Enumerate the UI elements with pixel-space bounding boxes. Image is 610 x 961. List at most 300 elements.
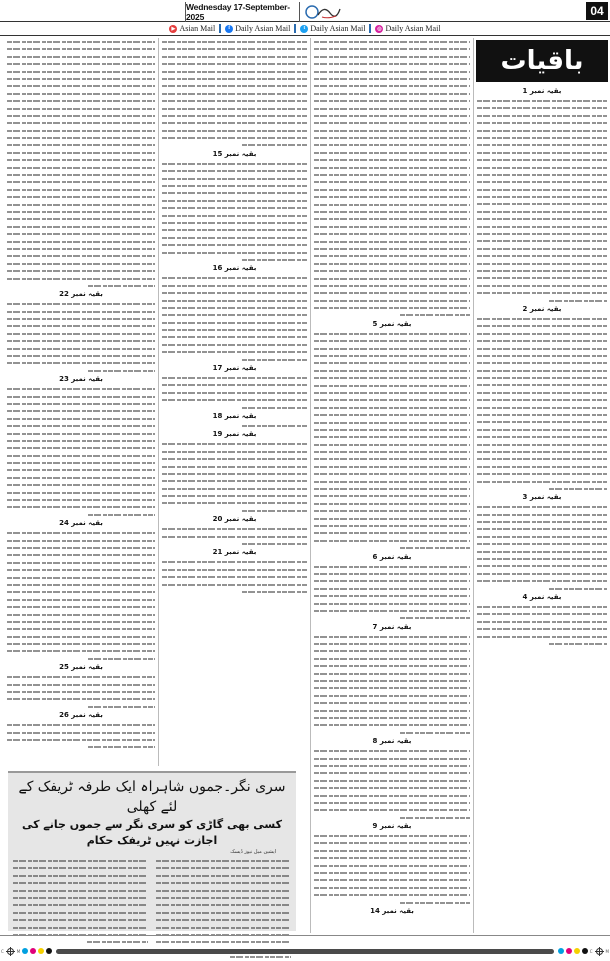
text-line bbox=[314, 345, 470, 352]
page-number: 04 bbox=[586, 2, 608, 20]
text-line bbox=[314, 585, 470, 592]
continuation-heading: بقیہ نمبر 2 bbox=[522, 304, 562, 313]
text-line bbox=[156, 938, 291, 945]
text-line bbox=[162, 282, 307, 289]
text-line bbox=[477, 367, 607, 374]
text-line bbox=[7, 655, 155, 662]
text-line bbox=[314, 252, 470, 259]
text-line bbox=[314, 463, 470, 470]
article-text bbox=[161, 38, 308, 149]
text-line bbox=[7, 551, 155, 558]
text-line bbox=[7, 703, 155, 710]
text-line bbox=[314, 330, 470, 337]
masthead bbox=[0, 0, 610, 22]
text-line bbox=[162, 455, 307, 462]
text-line bbox=[314, 515, 470, 522]
text-line bbox=[314, 215, 470, 222]
text-line bbox=[477, 441, 607, 448]
article-text bbox=[313, 563, 471, 622]
text-line bbox=[7, 315, 155, 322]
text-line bbox=[314, 267, 470, 274]
text-line bbox=[314, 876, 470, 883]
text-line bbox=[477, 267, 607, 274]
cmyk-label: M bbox=[16, 948, 21, 954]
text-line bbox=[314, 806, 470, 813]
text-line bbox=[162, 396, 307, 403]
article-text bbox=[6, 721, 156, 751]
text-line bbox=[477, 548, 607, 555]
text-line bbox=[314, 127, 470, 134]
text-line bbox=[314, 884, 470, 891]
text-line bbox=[314, 337, 470, 344]
text-line bbox=[477, 282, 607, 289]
text-line bbox=[162, 492, 307, 499]
text-line bbox=[314, 112, 470, 119]
text-line bbox=[7, 68, 155, 75]
text-line bbox=[7, 308, 155, 315]
article-text bbox=[476, 97, 608, 304]
text-line bbox=[156, 894, 291, 901]
text-line bbox=[162, 182, 307, 189]
black-swatch bbox=[582, 948, 588, 954]
continuation-heading: بقیہ نمبر 22 bbox=[59, 290, 103, 299]
text-line bbox=[314, 792, 470, 799]
continuation-heading: بقیہ نمبر 16 bbox=[212, 264, 257, 273]
continuation-heading: بقیہ نمبر 1 bbox=[522, 87, 562, 95]
divider bbox=[294, 24, 296, 33]
text-line bbox=[314, 419, 470, 426]
text-line bbox=[477, 396, 607, 403]
text-line bbox=[7, 267, 155, 274]
text-line bbox=[7, 481, 155, 488]
text-line bbox=[7, 119, 155, 126]
text-line bbox=[13, 872, 148, 879]
text-line bbox=[477, 223, 607, 230]
text-line bbox=[7, 452, 155, 459]
article-text bbox=[161, 558, 308, 595]
text-line bbox=[7, 743, 155, 750]
text-line bbox=[314, 563, 470, 570]
text-line bbox=[7, 282, 155, 289]
text-line bbox=[7, 511, 155, 518]
text-line bbox=[314, 105, 470, 112]
text-line bbox=[7, 38, 155, 45]
text-line bbox=[13, 879, 148, 886]
text-line bbox=[7, 53, 155, 60]
text-line bbox=[477, 289, 607, 296]
text-line bbox=[7, 337, 155, 344]
text-line bbox=[162, 204, 307, 211]
section-title: باقیات bbox=[476, 40, 608, 82]
text-line bbox=[162, 341, 307, 348]
continuation-heading: بقیہ نمبر 20 bbox=[212, 515, 257, 524]
text-line bbox=[314, 282, 470, 289]
text-line bbox=[477, 330, 607, 337]
text-line bbox=[477, 418, 607, 425]
text-line bbox=[477, 485, 607, 492]
article-text bbox=[313, 832, 471, 906]
text-line bbox=[314, 411, 470, 418]
text-line bbox=[314, 448, 470, 455]
social-facebook[interactable] bbox=[225, 24, 290, 33]
text-line bbox=[477, 463, 607, 470]
text-line bbox=[7, 178, 155, 185]
text-line bbox=[7, 171, 155, 178]
text-line bbox=[7, 566, 155, 573]
social-instagram[interactable] bbox=[375, 24, 440, 33]
text-line bbox=[162, 60, 307, 67]
text-line bbox=[314, 208, 470, 215]
text-line bbox=[314, 186, 470, 193]
text-line bbox=[13, 857, 148, 864]
text-line bbox=[162, 68, 307, 75]
text-line bbox=[314, 784, 470, 791]
text-line bbox=[162, 112, 307, 119]
text-line bbox=[162, 90, 307, 97]
continuation-heading: بقیہ نمبر 7 bbox=[372, 622, 412, 631]
text-line bbox=[162, 485, 307, 492]
cmyk-label: C bbox=[589, 948, 593, 954]
article-text bbox=[161, 374, 308, 411]
text-line bbox=[7, 164, 155, 171]
text-line bbox=[162, 212, 307, 219]
text-line bbox=[314, 755, 470, 762]
text-line bbox=[7, 82, 155, 89]
text-line bbox=[156, 924, 291, 931]
social-youtube[interactable] bbox=[169, 24, 215, 33]
yellow-swatch bbox=[574, 948, 580, 954]
text-line bbox=[314, 684, 470, 691]
text-line bbox=[7, 721, 155, 728]
text-line bbox=[7, 474, 155, 481]
text-line bbox=[314, 149, 470, 156]
text-line bbox=[477, 585, 607, 592]
article-text bbox=[313, 633, 471, 736]
text-line bbox=[7, 193, 155, 200]
issue-date: Wednesday 17-September-2025 bbox=[186, 2, 290, 22]
text-line bbox=[477, 570, 607, 577]
text-line bbox=[7, 252, 155, 259]
text-line bbox=[314, 53, 470, 60]
continuation-heading: بقیہ نمبر 5 bbox=[372, 319, 412, 328]
text-line bbox=[314, 847, 470, 854]
continuation-heading: بقیہ نمبر 19 bbox=[212, 430, 257, 439]
text-line bbox=[7, 640, 155, 647]
text-line bbox=[314, 90, 470, 97]
text-line bbox=[477, 149, 607, 156]
text-line bbox=[314, 441, 470, 448]
text-line bbox=[162, 422, 307, 429]
text-line bbox=[314, 655, 470, 662]
text-line bbox=[477, 455, 607, 462]
continuation-heading: بقیہ نمبر 15 bbox=[212, 149, 257, 158]
text-line bbox=[314, 389, 470, 396]
text-line bbox=[314, 507, 470, 514]
text-line bbox=[477, 112, 607, 119]
text-line bbox=[314, 714, 470, 721]
story-text bbox=[12, 857, 149, 960]
column-divider bbox=[473, 38, 474, 933]
instagram-icon: ◎ bbox=[377, 26, 382, 32]
text-line bbox=[7, 415, 155, 422]
text-line bbox=[7, 186, 155, 193]
continuation-heading: بقیہ نمبر 21 bbox=[212, 548, 257, 557]
text-line bbox=[162, 75, 307, 82]
text-line bbox=[13, 901, 148, 908]
text-line bbox=[477, 640, 607, 647]
text-line bbox=[162, 404, 307, 411]
text-line bbox=[162, 470, 307, 477]
continuation-heading: بقیہ نمبر 14 bbox=[370, 906, 414, 915]
text-line bbox=[314, 721, 470, 728]
text-line bbox=[477, 603, 607, 610]
text-line bbox=[156, 864, 291, 871]
text-line bbox=[477, 610, 607, 617]
text-line bbox=[314, 289, 470, 296]
text-line bbox=[314, 275, 470, 282]
text-line bbox=[7, 430, 155, 437]
text-line bbox=[314, 839, 470, 846]
continuation-heading: بقیہ نمبر 17 bbox=[212, 364, 257, 373]
text-line bbox=[7, 245, 155, 252]
text-line bbox=[162, 326, 307, 333]
text-line bbox=[314, 869, 470, 876]
text-line bbox=[162, 127, 307, 134]
text-line bbox=[477, 156, 607, 163]
text-line bbox=[7, 260, 155, 267]
text-line bbox=[477, 186, 607, 193]
text-line bbox=[314, 891, 470, 898]
text-line bbox=[314, 577, 470, 584]
text-line bbox=[162, 175, 307, 182]
social-twitter[interactable] bbox=[300, 24, 365, 33]
text-line bbox=[314, 729, 470, 736]
text-line bbox=[314, 45, 470, 52]
text-line bbox=[477, 411, 607, 418]
text-line bbox=[162, 304, 307, 311]
text-line bbox=[162, 249, 307, 256]
text-line bbox=[314, 670, 470, 677]
text-line bbox=[156, 872, 291, 879]
text-line bbox=[314, 600, 470, 607]
text-line bbox=[162, 45, 307, 52]
text-line bbox=[314, 614, 470, 621]
text-line bbox=[156, 901, 291, 908]
text-line bbox=[314, 382, 470, 389]
registration-mark-icon bbox=[596, 948, 603, 955]
text-line bbox=[477, 374, 607, 381]
text-line bbox=[162, 319, 307, 326]
text-line bbox=[314, 230, 470, 237]
text-line bbox=[156, 909, 291, 916]
text-line bbox=[314, 747, 470, 754]
text-line bbox=[314, 359, 470, 366]
text-line bbox=[162, 289, 307, 296]
text-line bbox=[314, 692, 470, 699]
text-line bbox=[314, 862, 470, 869]
text-line bbox=[314, 529, 470, 536]
article-text bbox=[161, 422, 308, 429]
text-line bbox=[162, 105, 307, 112]
text-line bbox=[7, 444, 155, 451]
text-line bbox=[477, 577, 607, 584]
continuation-heading: بقیہ نمبر 18 bbox=[212, 411, 257, 420]
text-line bbox=[7, 156, 155, 163]
text-line bbox=[314, 193, 470, 200]
text-line bbox=[477, 97, 607, 104]
article-text bbox=[313, 747, 471, 821]
article-text bbox=[476, 503, 608, 592]
text-line bbox=[7, 581, 155, 588]
text-line bbox=[314, 592, 470, 599]
text-line bbox=[477, 322, 607, 329]
text-line bbox=[477, 315, 607, 322]
text-line bbox=[7, 647, 155, 654]
text-line bbox=[314, 478, 470, 485]
text-line bbox=[314, 522, 470, 529]
text-line bbox=[477, 625, 607, 632]
text-line bbox=[477, 297, 607, 304]
text-line bbox=[7, 729, 155, 736]
article-text bbox=[313, 330, 471, 552]
article-text bbox=[476, 603, 608, 647]
divider bbox=[219, 24, 221, 33]
text-line bbox=[162, 119, 307, 126]
print-color-bar bbox=[0, 946, 610, 956]
text-line bbox=[314, 832, 470, 839]
text-line bbox=[162, 241, 307, 248]
text-line bbox=[7, 603, 155, 610]
text-line bbox=[7, 330, 155, 337]
article-text bbox=[6, 38, 156, 289]
text-line bbox=[477, 511, 607, 518]
text-line bbox=[162, 588, 307, 595]
text-line bbox=[7, 134, 155, 141]
text-line bbox=[477, 274, 607, 281]
text-line bbox=[156, 857, 291, 864]
text-line bbox=[13, 916, 148, 923]
text-line bbox=[314, 485, 470, 492]
text-line bbox=[314, 433, 470, 440]
social-label: Daily Asian Mail bbox=[385, 24, 441, 33]
text-line bbox=[477, 237, 607, 244]
text-line bbox=[314, 404, 470, 411]
text-line bbox=[314, 134, 470, 141]
text-line bbox=[162, 219, 307, 226]
text-line bbox=[13, 864, 148, 871]
text-line bbox=[7, 489, 155, 496]
text-line bbox=[7, 529, 155, 536]
text-line bbox=[477, 533, 607, 540]
text-line bbox=[477, 478, 607, 485]
text-line bbox=[477, 389, 607, 396]
continuation-heading: بقیہ نمبر 26 bbox=[59, 711, 103, 720]
text-line bbox=[314, 119, 470, 126]
text-line bbox=[314, 164, 470, 171]
text-line bbox=[162, 97, 307, 104]
text-line bbox=[314, 178, 470, 185]
social-label: Daily Asian Mail bbox=[235, 24, 291, 33]
divider bbox=[369, 24, 371, 33]
column-divider bbox=[158, 38, 159, 766]
social-bar bbox=[0, 22, 610, 36]
text-line bbox=[7, 574, 155, 581]
text-line bbox=[477, 119, 607, 126]
text-line bbox=[314, 492, 470, 499]
continuation-heading: بقیہ نمبر 3 bbox=[522, 493, 562, 502]
text-line bbox=[162, 381, 307, 388]
text-line bbox=[162, 256, 307, 263]
magenta-swatch bbox=[566, 948, 572, 954]
text-line bbox=[13, 887, 148, 894]
text-line bbox=[477, 141, 607, 148]
text-line bbox=[477, 562, 607, 569]
text-line bbox=[7, 681, 155, 688]
text-line bbox=[314, 769, 470, 776]
text-line bbox=[477, 208, 607, 215]
text-line bbox=[7, 611, 155, 618]
text-line bbox=[314, 304, 470, 311]
text-line bbox=[7, 223, 155, 230]
column-4 bbox=[6, 38, 156, 766]
text-line bbox=[314, 777, 470, 784]
footer-rule bbox=[0, 935, 610, 936]
text-line bbox=[314, 60, 470, 67]
text-line bbox=[314, 156, 470, 163]
column-divider bbox=[310, 38, 311, 933]
text-line bbox=[314, 396, 470, 403]
text-line bbox=[314, 171, 470, 178]
text-line bbox=[7, 230, 155, 237]
text-line bbox=[13, 909, 148, 916]
text-line bbox=[162, 234, 307, 241]
text-line bbox=[7, 673, 155, 680]
continuation-heading: بقیہ نمبر 24 bbox=[59, 519, 103, 528]
text-line bbox=[162, 374, 307, 381]
text-line bbox=[314, 607, 470, 614]
text-line bbox=[7, 466, 155, 473]
text-line bbox=[7, 45, 155, 52]
text-line bbox=[162, 463, 307, 470]
text-line bbox=[314, 455, 470, 462]
text-line bbox=[314, 38, 470, 45]
text-line bbox=[7, 688, 155, 695]
text-line bbox=[477, 381, 607, 388]
text-line bbox=[477, 555, 607, 562]
text-line bbox=[477, 337, 607, 344]
text-line bbox=[314, 245, 470, 252]
text-line bbox=[13, 938, 148, 945]
text-line bbox=[314, 201, 470, 208]
text-line bbox=[314, 82, 470, 89]
story-text bbox=[155, 857, 292, 960]
text-line bbox=[314, 500, 470, 507]
text-line bbox=[7, 238, 155, 245]
magenta-swatch bbox=[30, 948, 36, 954]
text-line bbox=[314, 260, 470, 267]
article-text bbox=[313, 38, 471, 319]
text-line bbox=[162, 348, 307, 355]
article-text bbox=[161, 525, 308, 547]
text-line bbox=[477, 230, 607, 237]
text-line bbox=[7, 149, 155, 156]
text-line bbox=[156, 887, 291, 894]
newspaper-logo-icon bbox=[304, 1, 344, 21]
text-line bbox=[7, 105, 155, 112]
article-text bbox=[6, 673, 156, 710]
text-line bbox=[162, 274, 307, 281]
text-line bbox=[162, 507, 307, 514]
